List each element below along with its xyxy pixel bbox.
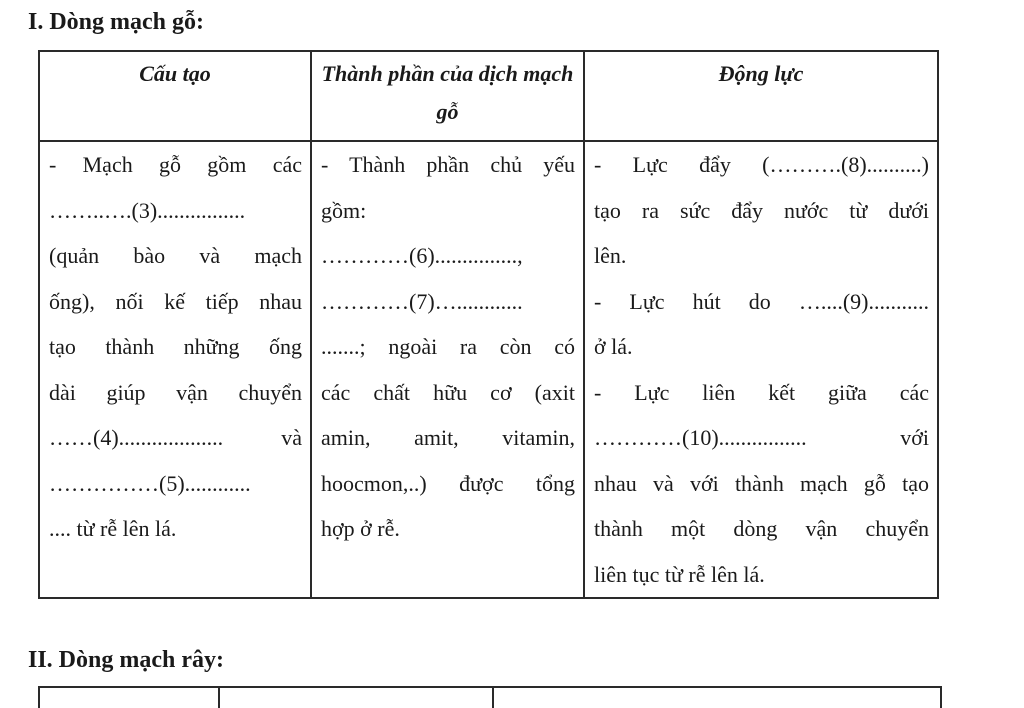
table-header-row bbox=[39, 51, 938, 141]
text-line: lên. bbox=[594, 243, 627, 268]
section-title-xylem: I. Dòng mạch gỗ: bbox=[28, 9, 205, 35]
text-line: .......; ngoài ra còn có bbox=[321, 334, 575, 359]
text-line: liên tục từ rễ lên lá. bbox=[594, 561, 765, 587]
text-line: amin, amit, vitamin, bbox=[321, 425, 575, 450]
text-line: - Mạch gỗ gồm các bbox=[49, 152, 302, 177]
text-line: tạo ra sức đẩy nước từ dưới bbox=[594, 197, 929, 223]
text-line: - Lực hút do …....(9)........... bbox=[594, 288, 929, 314]
cell-structure bbox=[39, 141, 311, 598]
column-divider bbox=[492, 688, 494, 708]
section-title-phloem: II. Dòng mạch rây: bbox=[28, 647, 224, 673]
cell-driving-force bbox=[584, 141, 938, 598]
text-line: dài giúp vận chuyển bbox=[49, 379, 302, 405]
text-line: nhau và với thành mạch gỗ tạo bbox=[594, 470, 929, 496]
text-line: ……(4)................... và bbox=[49, 425, 302, 450]
text-line: hợp ở rễ. bbox=[321, 516, 400, 541]
text-line: gồm: bbox=[321, 197, 367, 223]
text-line: các chất hữu cơ (axit bbox=[321, 379, 575, 405]
text-line: …………(7)…............ bbox=[321, 288, 523, 314]
header-structure: Cấu tạo bbox=[39, 51, 311, 141]
text-line: …………(10)................ với bbox=[594, 425, 929, 450]
column-divider bbox=[218, 688, 220, 708]
text-line: ……………(5)............ bbox=[49, 470, 251, 496]
text-line: .... từ rễ lên lá. bbox=[49, 516, 177, 541]
text-line: ……..….(3)................ bbox=[49, 197, 246, 223]
header-composition: Thành phần của dịch mạch gỗ bbox=[311, 51, 584, 141]
header-driving-force: Động lực bbox=[584, 51, 938, 141]
text-line: hoocmon,..) được tổng bbox=[321, 470, 575, 496]
text-line: - Lực liên kết giữa các bbox=[594, 379, 929, 405]
text-line: - Lực đẩy (……….(8)..........) bbox=[594, 152, 929, 177]
table-row bbox=[39, 141, 938, 598]
text-line: …………(6)..............., bbox=[321, 243, 523, 268]
xylem-table bbox=[38, 50, 939, 599]
text-line: - Thành phần chủ yếu bbox=[321, 152, 575, 177]
cell-composition bbox=[311, 141, 584, 598]
text-line: (quản bào và mạch bbox=[49, 243, 302, 268]
text-line: thành một dòng vận chuyển bbox=[594, 516, 929, 541]
phloem-table-top bbox=[38, 686, 942, 708]
text-line: ở lá. bbox=[594, 334, 633, 359]
text-line: ống), nối kế tiếp nhau bbox=[49, 288, 302, 314]
text-line: tạo thành những ống bbox=[49, 334, 302, 359]
